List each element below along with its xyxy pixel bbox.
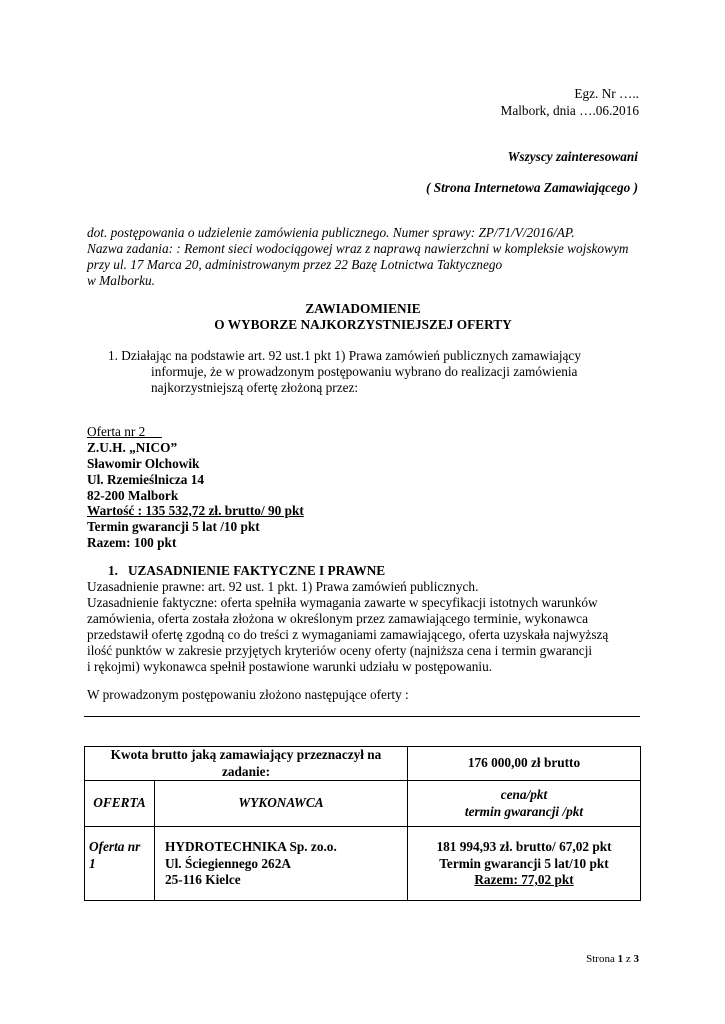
- point1-line-3: najkorzystniejszą ofertę złożoną przez:: [151, 380, 359, 395]
- winner-value: Wartość : 135 532,72 zł. brutto/ 90 pkt: [87, 503, 304, 518]
- winner-person: Sławomir Olchowik: [87, 456, 200, 471]
- row-offer: Oferta nr 1: [85, 827, 155, 901]
- budget-row: [85, 747, 641, 781]
- point1-line-1: 1. Działając na podstawie art. 92 ust.1 pkt 1) Prawa zamówień publicznych zamawiający: [108, 348, 581, 363]
- table-header-row: [85, 781, 641, 827]
- footer-total: 3: [633, 953, 639, 965]
- section-divider: [84, 716, 640, 717]
- subject-line-1: dot. postępowania o udzielenie zamówienia publicznego. Numer sprawy: ZP/71/V/2016/AP.: [87, 225, 575, 240]
- justification-factual-2: zamówienia, oferta została złożona w określonym przez zamawiającego terminie, wykonawca: [87, 611, 588, 626]
- justification-factual-3: przedstawił ofertę zgodną co do treści z wymaganiami zamawiającego, oferta uzyskała najwyższą: [87, 627, 609, 642]
- row-total: Razem: 77,02 pkt: [474, 872, 574, 887]
- footer-page: 1: [617, 953, 624, 965]
- justification-factual-1: Uzasadnienie faktyczne: oferta spełniła wymagania zawarte w specyfikacji istotnych warunków: [87, 595, 598, 610]
- offers-table: [84, 746, 641, 901]
- header-price-line-1: cena/pkt: [500, 787, 548, 802]
- header-contractor: WYKONAWCA: [155, 781, 408, 827]
- row-price-value: 181 994,93 zł. brutto/ 67,02 pkt: [436, 839, 612, 854]
- row-contractor-city: 25-116 Kielce: [165, 872, 241, 887]
- winner-warranty: Termin gwarancji 5 lat /10 pkt: [87, 519, 260, 534]
- offers-intro: W prowadzonym postępowaniu złożono następujące oferty :: [87, 687, 409, 702]
- winner-total: Razem: 100 pkt: [87, 535, 177, 550]
- row-contractor: [155, 827, 408, 901]
- budget-value: 176 000,00 zł brutto: [408, 747, 641, 781]
- point1-line-2: informuje, że w prowadzonym postępowaniu wybrano do realizacji zamówienia: [151, 364, 578, 379]
- page-footer: [586, 951, 639, 968]
- footer-middle: z: [623, 953, 634, 965]
- subject-line-4: w Malborku.: [87, 273, 155, 288]
- document-title: ZAWIADOMIENIE: [305, 301, 421, 316]
- row-warranty: Termin gwarancji 5 lat/10 pkt: [439, 855, 609, 871]
- header-offer: OFERTA: [85, 781, 155, 827]
- row-contractor-street: Ul. Ściegiennego 262A: [165, 855, 291, 871]
- budget-label: Kwota brutto jaką zamawiający przeznaczył na zadanie:: [85, 747, 408, 781]
- winner-offer-label: Oferta nr 2: [87, 424, 162, 439]
- justification-heading: 1. UZASADNIENIE FAKTYCZNE I PRAWNE: [108, 563, 386, 578]
- row-price: [408, 827, 641, 901]
- justification-legal: Uzasadnienie prawne: art. 92 ust. 1 pkt. 1) Prawa zamówień publicznych.: [87, 579, 479, 594]
- recipient-website: ( Strona Internetowa Zamawiającego ): [425, 180, 638, 195]
- document-subtitle: O WYBORZE NAJKORZYSTNIEJSZEJ OFERTY: [214, 317, 512, 332]
- justification-factual-5: i rękojmi) wykonawca spełnił postawione warunki udziału w postępowaniu.: [87, 659, 493, 674]
- header-price-line-2: termin gwarancji /pkt: [464, 803, 584, 819]
- row-contractor-name: HYDROTECHNIKA Sp. zo.o.: [165, 839, 337, 854]
- subject-line-3: przy ul. 17 Marca 20, administrowanym przez 22 Bazę Lotnictwa Taktycznego: [87, 257, 503, 272]
- footer-prefix: Strona: [586, 953, 618, 965]
- recipient-all: Wszyscy zainteresowani: [507, 149, 638, 164]
- place-date: Malbork, dnia ….06.2016: [500, 103, 639, 118]
- header-price: [408, 781, 641, 827]
- justification-factual-4: ilość punktów w zakresie przyjętych kryteriów oceny oferty (najniższa cena i termin gwarancji: [87, 643, 593, 658]
- table-row: [85, 827, 641, 901]
- copy-number: Egz. Nr …..: [574, 86, 639, 101]
- winner-city: 82-200 Malbork: [87, 488, 179, 503]
- winner-company: Z.U.H. „NICO”: [87, 440, 178, 455]
- subject-line-2: Nazwa zadania: : Remont sieci wodociągowej wraz z naprawą nawierzchni w kompleksie wojskowym: [87, 241, 629, 256]
- winner-street: Ul. Rzemieślnicza 14: [87, 472, 205, 487]
